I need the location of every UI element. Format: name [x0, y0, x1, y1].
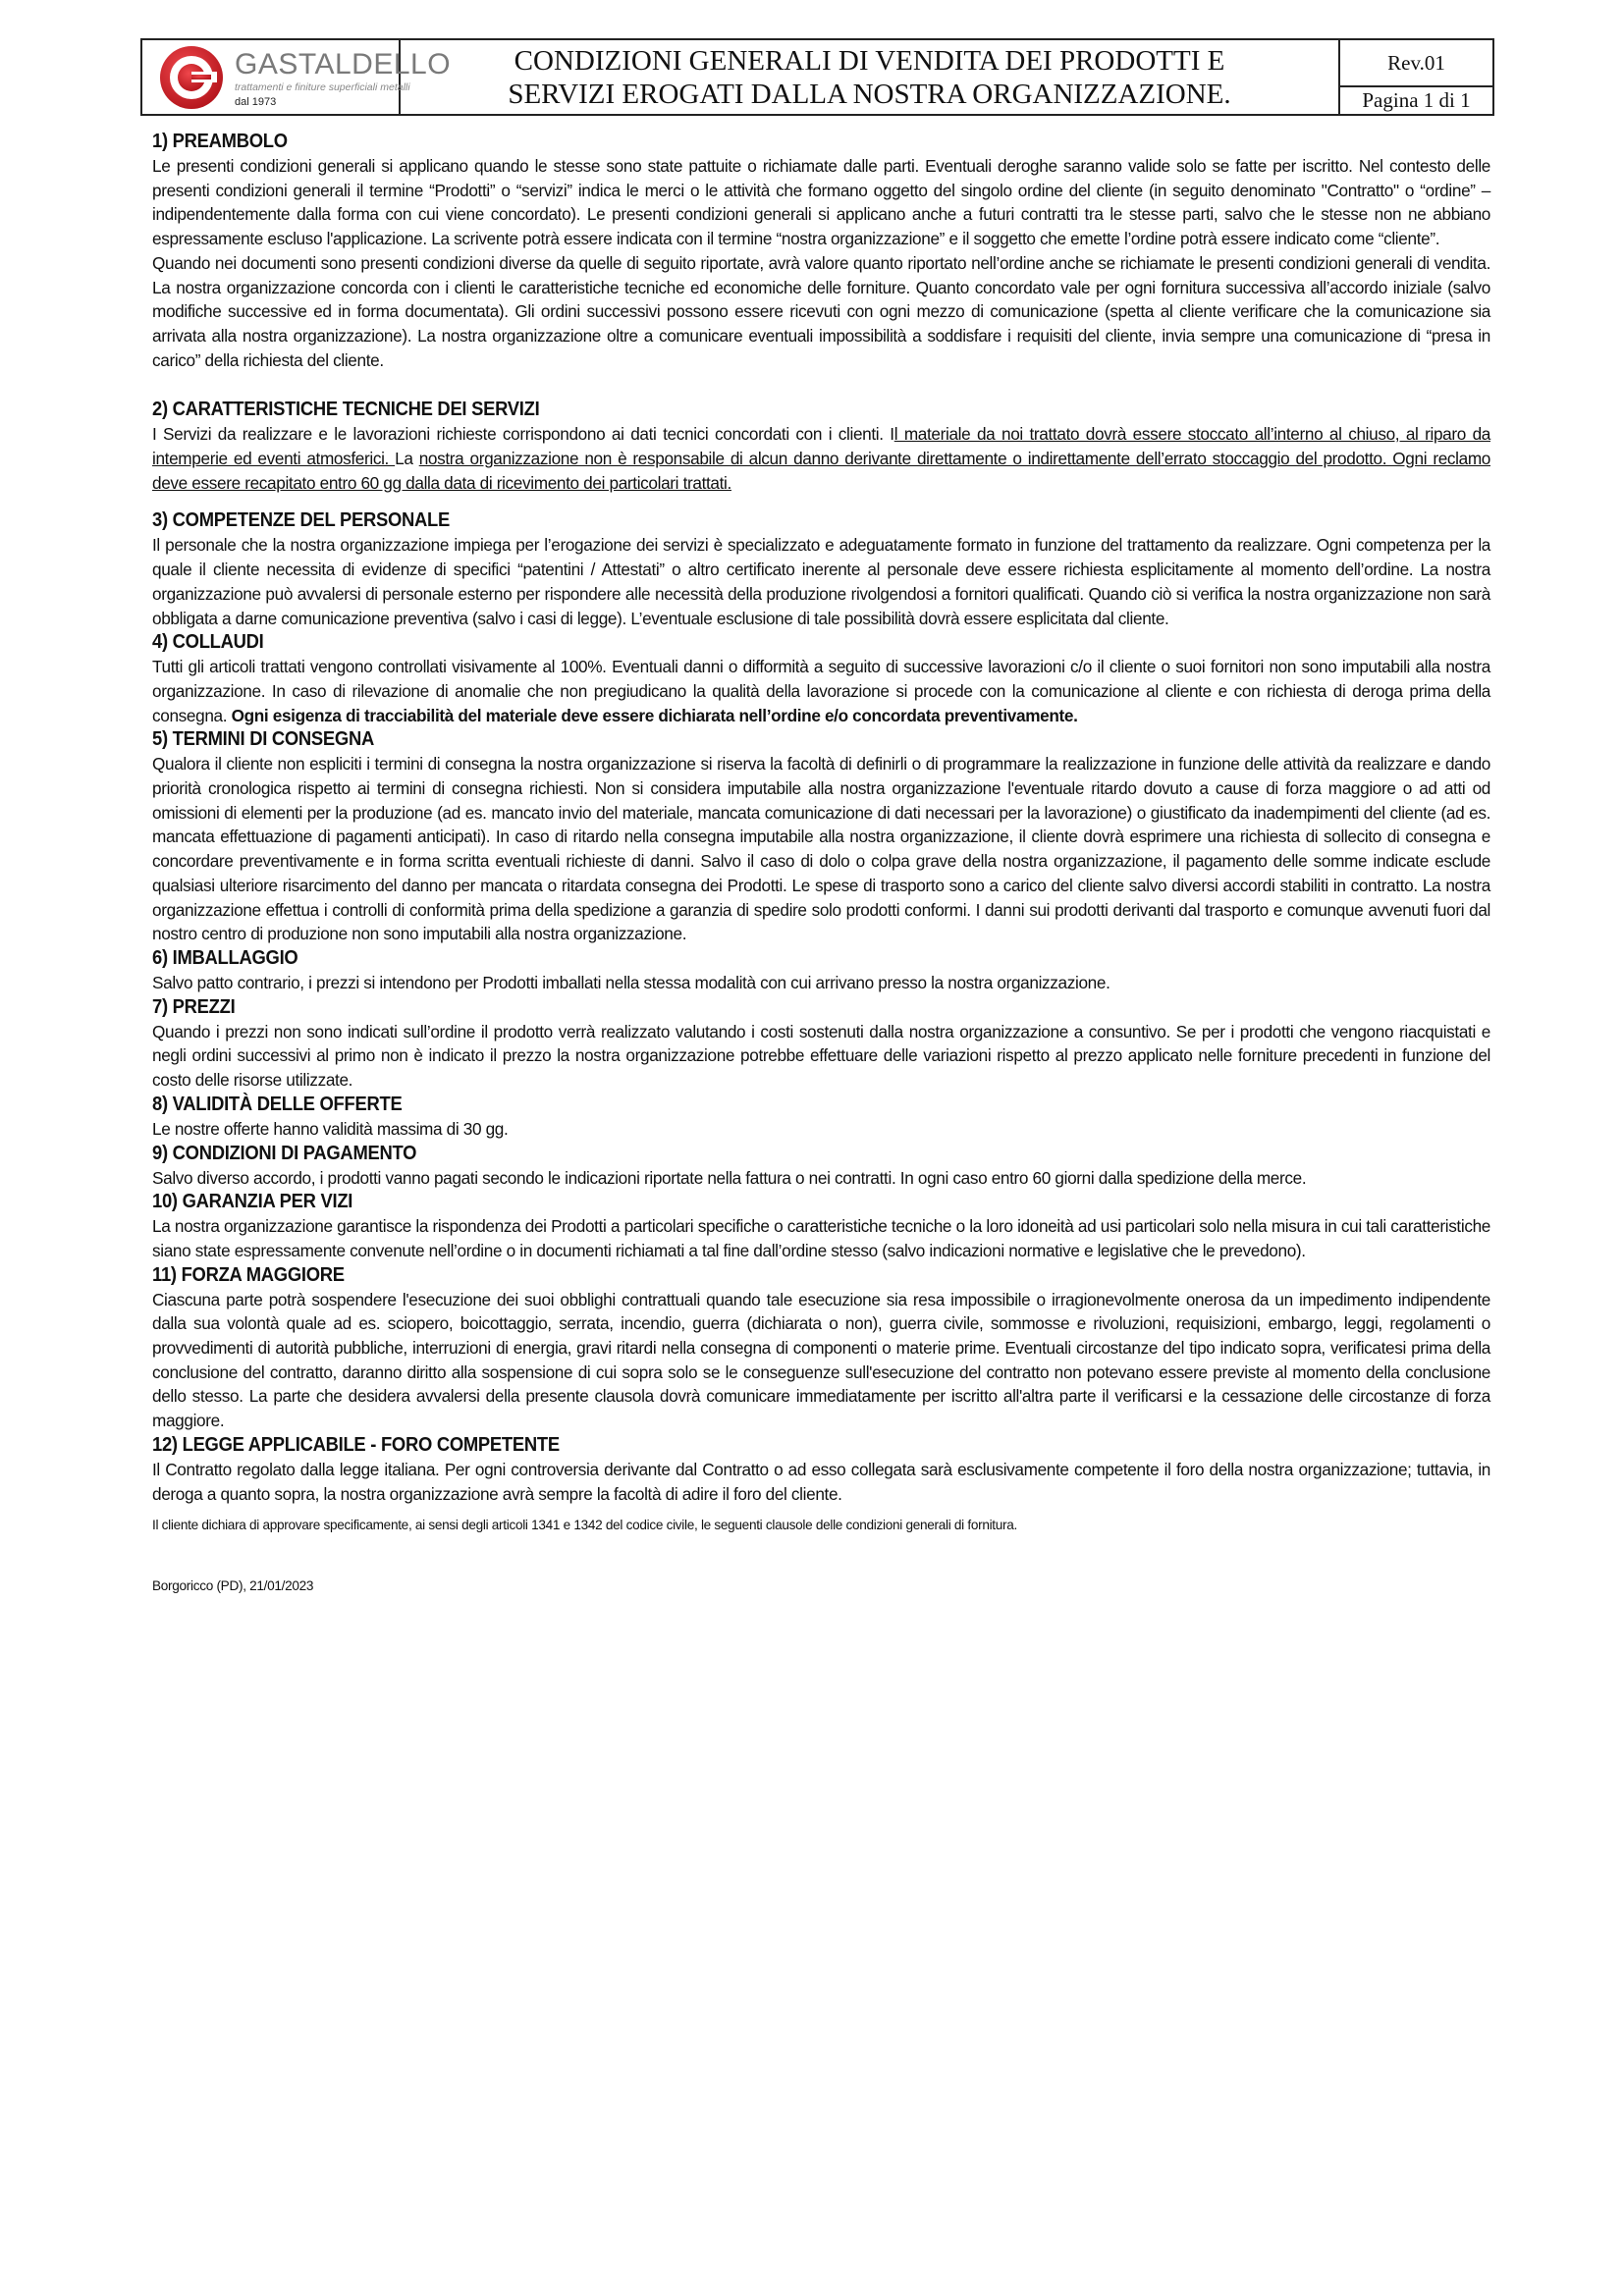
section-paragraph: Il personale che la nostra organizzazione impiega per l’erogazione dei servizi è specializzato e adeguatamente formato in funzione del trattamento da realizzare. Ogni competenza per la quale il cliente necessita di evidenze di specifici “patentini / Attestati” o altro certificato inerente al personale deve essere richiesta esplicitamente al momento dell’ordine. La nostra organizzazione può avvalersi di personale esterno per rispondere alle necessità della produzione rivolgendosi a fornitori qualificati. Quando ciò si verifica la nostra organizzazione non sarà obbligata a darne comunicazione preventiva (salvo i casi di legge). L’eventuale esclusione di tale possibilità dovrà essere esplicitata dal cliente.	[152, 535, 1490, 628]
page-number: Pagina 1 di 1	[1362, 88, 1471, 112]
paragraph-text: Tutti gli articoli trattati vengono controllati visivamente al 100%. Eventuali danni o difformità a seguito di successive lavorazioni c/o il cliente o suoi fornitori non sono imputabili alla nostra organizzazione. In caso di rilevazione di anomalie che non pregiudicano la qualità della lavorazione si procede con la comunicazione al cliente e con richiesta di deroga prima della consegna.	[152, 657, 1490, 725]
logo-since: dal 1973	[235, 96, 277, 108]
section-heading: 5) TERMINI DI CONSEGNA	[152, 728, 374, 751]
section-legge-applicabile	[152, 1433, 1490, 1506]
section-caratteristiche-tecniche	[152, 398, 1490, 495]
company-logo	[142, 40, 452, 114]
section-paragraph: La nostra organizzazione garantisce la rispondenza dei Prodotti a particolari specifiche o caratteristiche tecniche o la loro idoneità ad usi particolari solo nella misura in cui tali caratteristiche siano state espressamente convenute nell’ordine o in documenti richiamati a tal fine dall’ordine stesso (salvo indicazioni normative e legislative che le prevedono).	[152, 1216, 1490, 1260]
document-title	[401, 40, 1340, 114]
section-paragraph	[152, 655, 1490, 727]
section-heading: 11) FORZA MAGGIORE	[152, 1263, 345, 1286]
section-garanzia-vizi	[152, 1190, 1490, 1262]
section-heading: 2) CARATTERISTICHE TECNICHE DEI SERVIZI	[152, 399, 540, 421]
section-paragraph: Salvo patto contrario, i prezzi si intendono per Prodotti imballati nella stessa modalità con cui arrivano presso la nostra organizzazione.	[152, 972, 1110, 992]
section-heading: 7) PREZZI	[152, 995, 236, 1018]
section-heading: 6) IMBALLAGGIO	[152, 946, 298, 969]
underlined-text: nostra organizzazione non è responsabile di alcun danno derivante direttamente o indirettamente dell’errato stoccaggio del prodotto. Ogni reclamo deve essere recapitato entro 60 gg dalla data di ricevimento dei particolari trattati.	[152, 449, 1491, 493]
place-and-date: Borgoricco (PD), 21/01/2023	[152, 1578, 314, 1594]
paragraph-text: I Servizi da realizzare e le lavorazioni richieste corrispondono ai dati tecnici concordati con i clienti. I	[152, 424, 894, 445]
section-paragraph: Il Contratto regolato dalla legge italiana. Per ogni controversia derivante dal Contratto o ad esso collegata sarà esclusivamente competente il foro della nostra organizzazione; tuttavia, in deroga a quanto sopra, la nostra organizzazione avrà sempre la facoltà di adire il foro del cliente.	[152, 1459, 1490, 1504]
section-imballaggio	[152, 946, 1490, 995]
section-prezzi	[152, 995, 1490, 1093]
section-paragraph: Salvo diverso accordo, i prodotti vanno pagati secondo le indicazioni riportate nella fattura o nei contratti. In ogni caso entro 60 giorni dalla spedizione della merce.	[152, 1167, 1307, 1188]
section-heading: 8) VALIDITÀ DELLE OFFERTE	[152, 1093, 403, 1115]
revision-number: Rev.01	[1340, 40, 1492, 87]
section-preambolo	[152, 130, 1490, 372]
section-paragraph: Quando nei documenti sono presenti condizioni diverse da quelle di seguito riportate, avrà valore quanto riportato nell’ordine anche se richiamate le presenti condizioni generali di vendita. La nostra organizzazione concorda con i clienti le caratteristiche tecniche ed economiche delle forniture. Quanto concordato vale per ogni fornitura successiva all’accordo iniziale (salvo modifiche successive ed in forma documentata). Gli ordini successivi possono essere ricevuti con ogni mezzo di comunicazione (spetta al cliente verificare che la comunicazione sia arrivata alla nostra organizzazione). La nostra organizzazione oltre a comunicare eventuali impossibilità a soddisfare i requisiti del cliente, invia sempre una comunicazione di “presa in carico” della richiesta del cliente.	[152, 252, 1490, 370]
section-termini-consegna	[152, 727, 1490, 946]
document-body	[152, 130, 1490, 1593]
section-heading: 1) PREAMBOLO	[152, 131, 288, 152]
section-paragraph: Ciascuna parte potrà sospendere l'esecuzione dei suoi obblighi contrattuali quando tale esecuzione sia resa impossibile o irragionevolmente onerosa da un impedimento indipendente dalla sua volontà quale ad es. sciopero, boicottaggio, serrata, incendio, guerra (dichiarata o non), guerra civile, sommosse e rivoluzioni, requisizioni, embargo, leggi, regolamenti o provvedimenti di autorità pubbliche, interruzioni di energia, gravi ritardi nella consegna di componenti o materie prime. Eventuali circostanze del tipo indicato sopra, verificatesi prima della conclusione del contratto, daranno diritto alla sospensione di cui sopra solo se le conseguenze sull'esecuzione del contratto non potevano essere previste al momento della conclusione dello stesso. La parte che desidera avvalersi della presente clausola dovrà comunicare immediatamente per iscritto all'altra parte il verificarsi e la cessazione delle circostanze di forza maggiore.	[152, 1289, 1490, 1431]
logo-brand-name: GASTALDELLO	[235, 48, 452, 80]
section-condizioni-pagamento	[152, 1142, 1490, 1191]
section-paragraph: Quando i prezzi non sono indicati sull’ordine il prodotto verrà realizzato valutando i costi sostenuti dalla nostra organizzazione a consuntivo. Se per i prodotti che vengono riacquistati e negli ordini successivi al primo non è indicato il prezzo la nostra organizzazione potrebbe effettuare delle variazioni rispetto al prezzo applicato nelle forniture precedenti in funzione del costo delle risorse utilizzate.	[152, 1021, 1490, 1091]
section-collaudi	[152, 630, 1490, 727]
section-paragraph: Le nostre offerte hanno validità massima di 30 gg.	[152, 1118, 509, 1139]
section-paragraph: Qualora il cliente non espliciti i termini di consegna la nostra organizzazione si riserva la facoltà di definirli o di programmare la realizzazione in funzione delle attività da realizzare e dando priorità cronologica rispetto ai termini di consegna richiesti. Non si considera imputabile alla nostra organizzazione l'eventuale ritardo dovuto a cause di forza maggiore o ad atti od omissioni di elementi per la produzione (ad es. mancato invio del materiale, mancata comunicazione di dati necessari per la lavorazione) o giustificato da inadempimenti del cliente (ad es. mancata effettuazione di pagamenti anticipati). In caso di ritardo nella consegna imputabile alla nostra organizzazione, il cliente dovrà esprimere una richiesta di sollecito di consegna e concordare preventivamente e in forma scritta eventuali richieste di danni. Salvo il caso di dolo o colpa grave della nostra organizzazione, il pagamento delle somme indicate esclude qualsiasi ulteriore risarcimento del danno per mancata o ritardata consegna dei Prodotti. Le spese di trasporto sono a carico del cliente salvo diversi accordi stabiliti in contratto. La nostra organizzazione effettua i controlli di conformità prima della spedizione a garanzia di spedire solo prodotti conformi. I danni sui prodotti derivanti dal trasporto e comunque avvenuti fuori dal nostro centro di produzione non sono imputabili alla nostra organizzazione.	[152, 754, 1490, 944]
document-title-line-1: CONDIZIONI GENERALI DI VENDITA DEI PRODOTTI E	[514, 44, 1225, 77]
section-heading: 12) LEGGE APPLICABILE - FORO COMPETENTE	[152, 1433, 560, 1456]
logo-tagline: trattamenti e finiture superficiali metalli	[235, 81, 410, 93]
document-title-line-2: SERVIZI EROGATI DALLA NOSTRA ORGANIZZAZIONE.	[508, 78, 1231, 110]
section-heading: 4) COLLAUDI	[152, 631, 264, 654]
section-heading: 9) CONDIZIONI DI PAGAMENTO	[152, 1142, 417, 1164]
document-header	[140, 38, 1494, 116]
bold-text: Ogni esigenza di tracciabilità del materiale deve essere dichiarata nell’ordine e/o concordata preventivamente.	[231, 705, 1078, 725]
paragraph-text: La	[395, 449, 419, 469]
section-forza-maggiore	[152, 1263, 1490, 1433]
section-competenze-personale	[152, 508, 1490, 630]
section-paragraph	[152, 422, 1490, 495]
section-paragraph: Le presenti condizioni generali si applicano quando le stesse sono state pattuite o richiamate dalle parti. Eventuali deroghe saranno valide solo se fatte per iscritto. Nel contesto delle presenti condizioni generali il termine “Prodotti” o “servizi” indica le merci o le attività che formano oggetto del singolo ordine del cliente (in seguito denominato "Contratto" o “ordine” – indipendentemente dalla forma con cui viene concordato). Le presenti condizioni generali si applicano anche a futuri contratti tra le stesse parti, salvo che le stesse non ne abbiano espressamente escluso l'applicazione. La scrivente potrà essere indicata con il termine “nostra organizzazione” e il soggetto che emette l’ordine potrà essere indicato come “cliente”.	[152, 156, 1490, 249]
section-heading: 3) COMPETENZE DEL PERSONALE	[152, 509, 451, 532]
section-validita-offerte	[152, 1093, 1490, 1142]
approval-note: Il cliente dichiara di approvare specificamente, ai sensi degli articoli 1341 e 1342 del codice civile, le seguenti clausole delle condizioni generali di fornitura.	[152, 1518, 1018, 1533]
gastaldello-g-logo-icon	[159, 45, 224, 110]
section-heading: 10) GARANZIA PER VIZI	[152, 1191, 353, 1213]
revision-box	[1340, 40, 1492, 114]
underlined-text: l materiale da noi trattato dovrà essere stoccato all’interno al chiuso, al riparo da intemperie ed eventi atmosferici.	[152, 424, 1490, 469]
